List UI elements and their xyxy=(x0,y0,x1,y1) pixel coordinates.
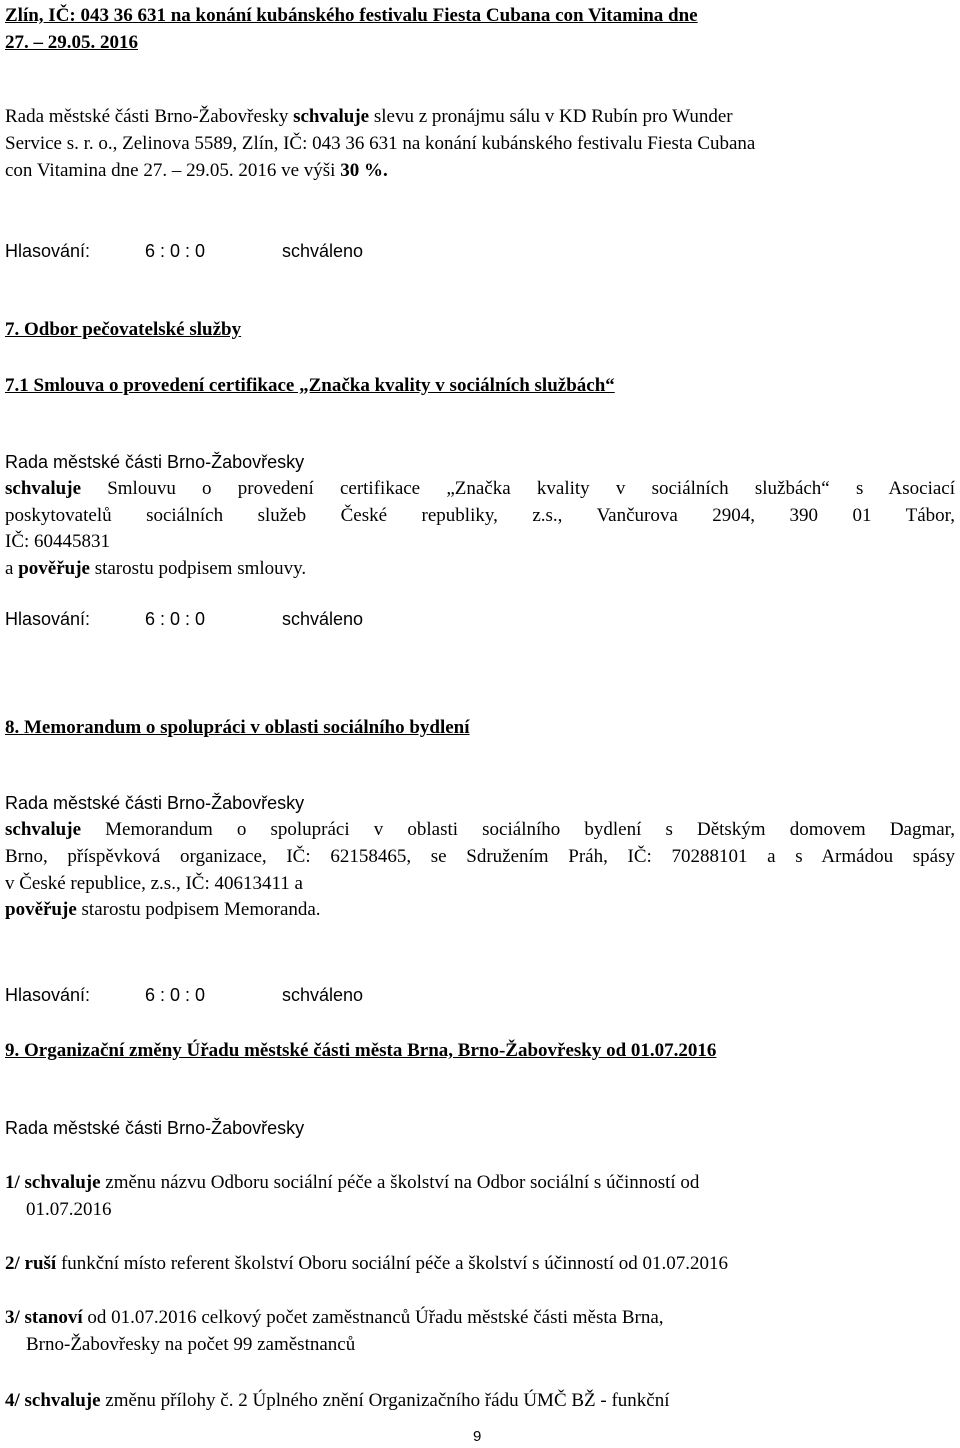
section-8-text-line4: pověřuje starostu podpisem Memoranda. xyxy=(5,899,321,920)
section-7-1-heading: 7.1 Smlouva o provedení certifikace „Značka kvality v sociálních službách“ xyxy=(5,375,615,396)
section-8-heading: 8. Memorandum o spolupráci v oblasti sociálního bydlení xyxy=(5,717,470,738)
vote-count: 6 : 0 : 0 xyxy=(145,609,206,629)
vote-status: schváleno xyxy=(282,609,364,629)
section-9-heading: 9. Organizační změny Úřadu městské části města Brna, Brno-Žabovřesky od 01.07.2016 xyxy=(5,1040,717,1061)
heading-continued-line1: Zlín, IČ: 043 36 631 na konání kubánského festivalu Fiesta Cubana con Vitamina dne xyxy=(5,5,698,26)
section-9-item-2: 2/ ruší funkční místo referent školství Oboru sociální péče a školství s účinností od 01.07.2016 xyxy=(5,1253,728,1274)
section-7-text-line4: a pověřuje starostu podpisem smlouvy. xyxy=(5,558,307,579)
council-name: Rada městské části Brno-Žabovřesky xyxy=(5,452,305,472)
vote-count: 6 : 0 : 0 xyxy=(145,241,206,261)
section-7-text-line2: poskytovatelů sociálních služeb České republiky, z.s., Vančurova 2904, 390 01 Tábor, xyxy=(5,505,955,526)
section-7-text-line1: schvaluje Smlouvu o provedení certifikace „Značka kvality v sociálních službách“ s Asociací xyxy=(5,478,955,499)
section-9-item-1-date: 01.07.2016 xyxy=(26,1199,112,1220)
heading-continued-line2: 27. – 29.05. 2016 xyxy=(5,32,138,53)
section-8-text-line2: Brno, příspěvková organizace, IČ: 62158465, se Sdružením Práh, IČ: 70288101 a s Armádou spásy xyxy=(5,846,955,867)
resolution-text-line1: Rada městské části Brno-Žabovřesky schvaluje slevu z pronájmu sálu v KD Rubín pro Wunder xyxy=(5,106,733,127)
council-name: Rada městské části Brno-Žabovřesky xyxy=(5,1118,305,1138)
section-9-item-3-cont: Brno-Žabovřesky na počet 99 zaměstnanců xyxy=(26,1334,356,1355)
section-8-text-line1: schvaluje Memorandum o spolupráci v oblasti sociálního bydlení s Dětským domovem Dagmar, xyxy=(5,819,955,840)
council-name: Rada městské části Brno-Žabovřesky xyxy=(5,793,305,813)
vote-status: schváleno xyxy=(282,985,364,1005)
vote-label: Hlasování: xyxy=(5,241,91,261)
section-7-heading: 7. Odbor pečovatelské služby xyxy=(5,319,242,340)
resolution-text-line3: con Vitamina dne 27. – 29.05. 2016 ve výši 30 %. xyxy=(5,160,388,181)
section-9-item-1: 1/ schvaluje změnu názvu Odboru sociální péče a školství na Odbor sociální s účinností od xyxy=(5,1172,700,1193)
vote-count: 6 : 0 : 0 xyxy=(145,985,206,1005)
section-8-text-line3: v České republice, z.s., IČ: 40613411 a xyxy=(5,873,303,894)
vote-label: Hlasování: xyxy=(5,609,91,629)
vote-label: Hlasování: xyxy=(5,985,91,1005)
vote-status: schváleno xyxy=(282,241,364,261)
resolution-text-line2: Service s. r. o., Zelinova 5589, Zlín, IČ: 043 36 631 na konání kubánského festivalu Fiesta Cubana xyxy=(5,133,756,154)
page-number: 9 xyxy=(473,1428,482,1445)
section-9-item-4: 4/ schvaluje změnu přílohy č. 2 Úplného znění Organizačního řádu ÚMČ BŽ - funkční xyxy=(5,1390,670,1411)
section-9-item-3: 3/ stanoví od 01.07.2016 celkový počet zaměstnanců Úřadu městské části města Brna, xyxy=(5,1307,664,1328)
section-7-text-line3: IČ: 60445831 xyxy=(5,531,111,552)
